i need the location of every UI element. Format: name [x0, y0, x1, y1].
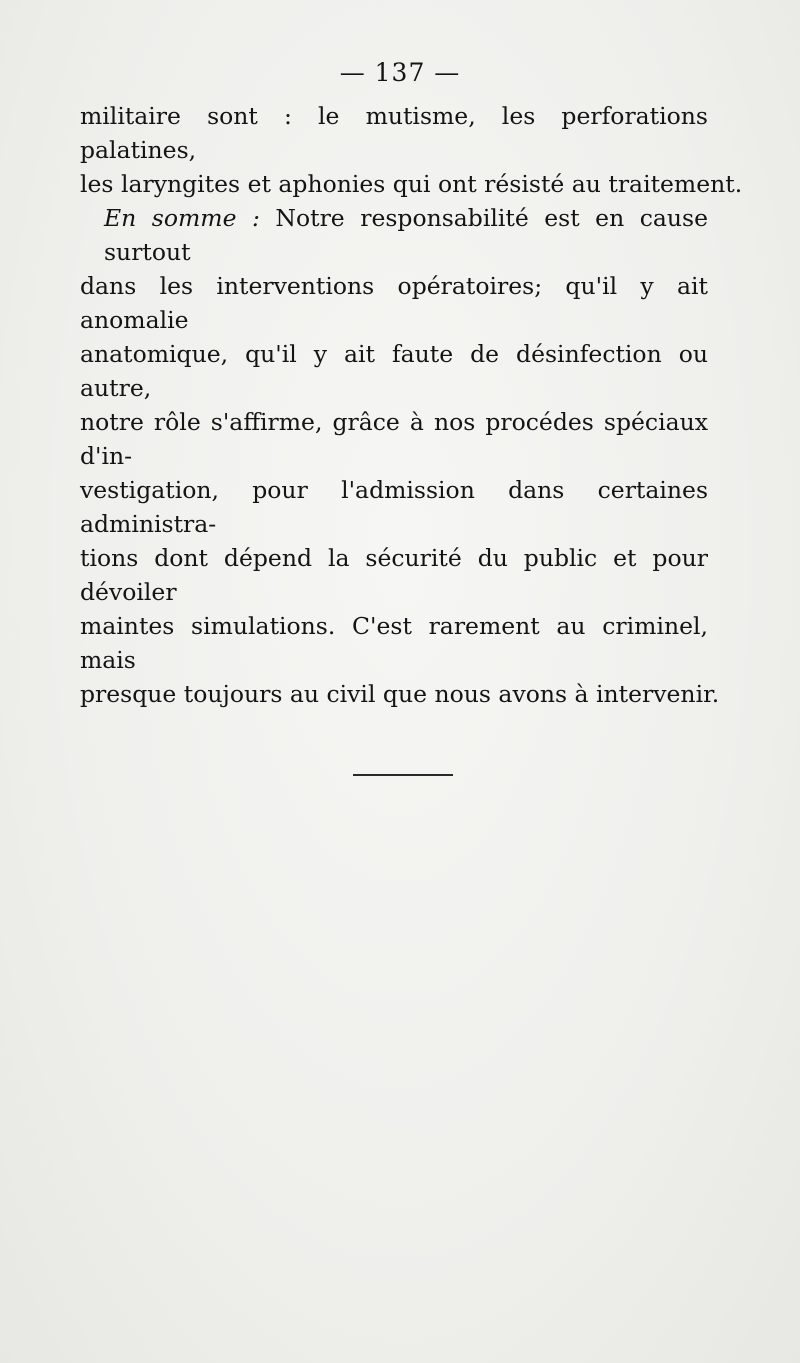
text-line: notre rôle s'affirme, grâce à nos procédes spéciaux d'in-: [80, 408, 708, 470]
text-line: militaire sont : le mutisme, les perforations palatines,: [80, 102, 708, 164]
paragraph-lead-line: [80, 201, 708, 269]
text-line: vestigation, pour l'admission dans certaines administra-: [80, 476, 708, 538]
body-text: [80, 99, 743, 711]
text-line: presque toujours au civil que nous avons à intervenir.: [80, 680, 720, 708]
section-divider-rule: [353, 774, 453, 776]
text-line: les laryngites et aphonies qui ont résisté au traitement.: [80, 170, 743, 198]
text-line: anatomique, qu'il y ait faute de désinfection ou autre,: [80, 340, 708, 402]
text-line: tions dont dépend la sécurité du public et pour dévoiler: [80, 544, 708, 606]
text-line: dans les interventions opératoires; qu'il y ait anomalie: [80, 272, 708, 334]
lead-rest-text: Notre responsabilité est en cause surtout: [104, 204, 708, 266]
text-line: maintes simulations. C'est rarement au criminel, mais: [80, 612, 708, 674]
lead-italic-text: En somme :: [104, 204, 260, 232]
page-number: — 137 —: [339, 58, 461, 87]
